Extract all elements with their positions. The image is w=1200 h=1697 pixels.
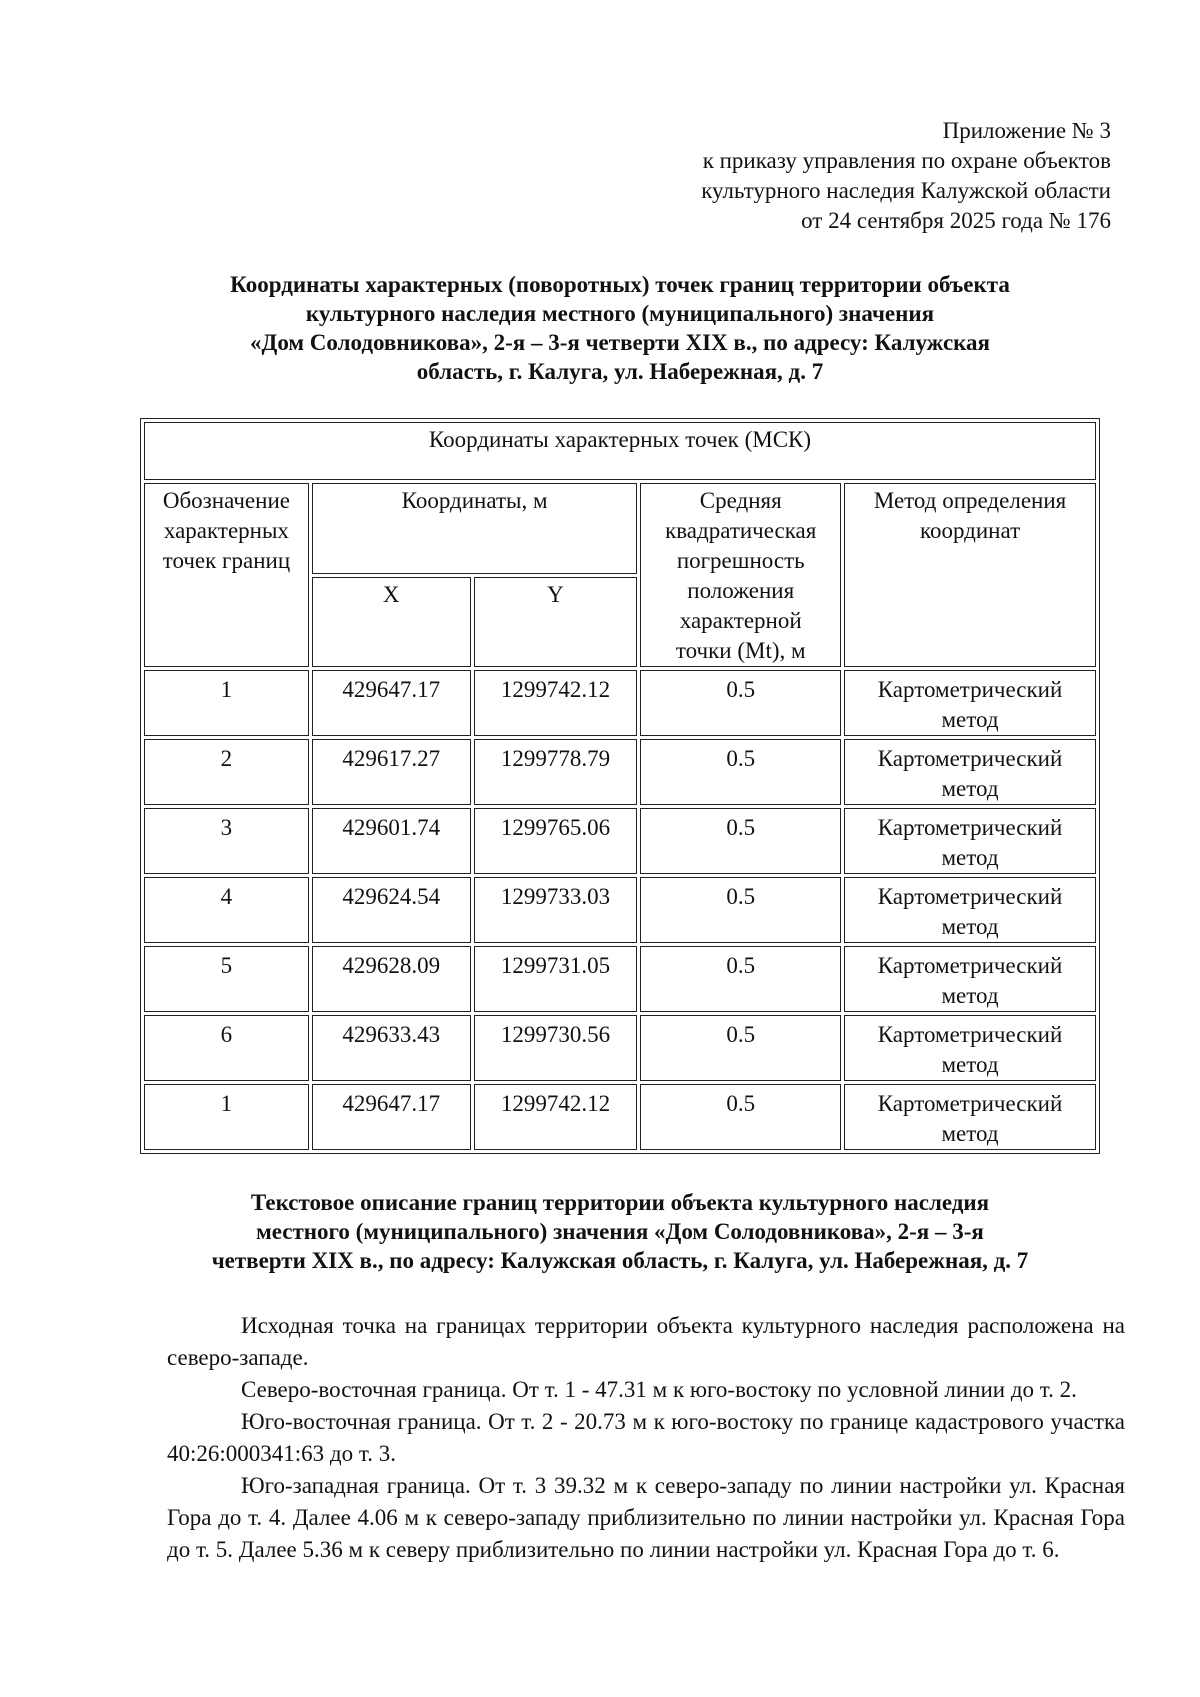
- cell-point: 4: [144, 877, 309, 943]
- cell-method: [844, 1084, 1096, 1150]
- appendix-order-ref: к приказу управления по охране объектов: [702, 148, 1111, 173]
- description-text: [167, 1310, 1125, 1566]
- heading-line: «Дом Солодовникова», 2-я – 3-я четверти XIX в., по адресу: Калужская: [250, 330, 990, 355]
- header-text: координат: [919, 518, 1021, 543]
- cell-mt: 0.5: [640, 739, 841, 805]
- heading-line: четверти XIX в., по адресу: Калужская область, г. Калуга, ул. Набережная, д. 7: [211, 1248, 1029, 1273]
- cell-y: 1299733.03: [474, 877, 638, 943]
- cell-mt: 0.5: [640, 808, 841, 874]
- cell-point: 1: [144, 1084, 309, 1150]
- header-text: Средняя: [699, 488, 782, 513]
- table-row: [144, 670, 1096, 736]
- appendix-number: Приложение № 3: [942, 118, 1111, 143]
- table-caption: Координаты характерных точек (МСК): [144, 422, 1096, 480]
- appendix-authority: культурного наследия Калужской области: [701, 178, 1111, 203]
- header-point-label: [144, 483, 309, 667]
- cell-method: [844, 670, 1096, 736]
- table-row: [144, 877, 1096, 943]
- appendix-date: от 24 сентября 2025 года № 176: [801, 208, 1111, 233]
- cell-point: 5: [144, 946, 309, 1012]
- method-text: Картометрический: [877, 677, 1063, 702]
- heading-line: Текстовое описание границ территории объекта культурного наследия: [250, 1190, 990, 1215]
- method-text: метод: [941, 845, 999, 870]
- header-text: квадратическая: [665, 518, 817, 543]
- table-row: [144, 1015, 1096, 1081]
- header-text: погрешность: [676, 548, 805, 573]
- header-text: Метод определения: [873, 488, 1067, 513]
- header-text: положения: [687, 578, 795, 603]
- method-text: Картометрический: [877, 1091, 1063, 1116]
- header-method: [844, 483, 1096, 667]
- description-heading: [140, 1188, 1100, 1275]
- cell-mt: 0.5: [640, 877, 841, 943]
- header-text: характерной: [679, 608, 802, 633]
- table-row: [144, 946, 1096, 1012]
- cell-y: 1299730.56: [474, 1015, 638, 1081]
- cell-method: [844, 739, 1096, 805]
- cell-x: 429628.09: [312, 946, 471, 1012]
- method-text: Картометрический: [877, 746, 1063, 771]
- header-text: точек границ: [162, 548, 291, 573]
- table-row: [144, 1084, 1096, 1150]
- cell-point: 2: [144, 739, 309, 805]
- method-text: метод: [941, 1052, 999, 1077]
- cell-x: 429601.74: [312, 808, 471, 874]
- heading-line: культурного наследия местного (муниципального) значения: [305, 301, 935, 326]
- coordinates-table: [140, 418, 1100, 1154]
- method-text: Картометрический: [877, 884, 1063, 909]
- cell-x: 429647.17: [312, 1084, 471, 1150]
- cell-x: 429647.17: [312, 670, 471, 736]
- method-text: метод: [941, 707, 999, 732]
- header-text: точки (Mt), м: [675, 638, 806, 663]
- cell-y: 1299778.79: [474, 739, 638, 805]
- method-text: Картометрический: [877, 953, 1063, 978]
- cell-point: 1: [144, 670, 309, 736]
- cell-mt: 0.5: [640, 946, 841, 1012]
- cell-method: [844, 808, 1096, 874]
- cell-x: 429633.43: [312, 1015, 471, 1081]
- coordinates-heading: [140, 270, 1100, 386]
- cell-mt: 0.5: [640, 1084, 841, 1150]
- cell-mt: 0.5: [640, 670, 841, 736]
- cell-method: [844, 877, 1096, 943]
- cell-point: 6: [144, 1015, 309, 1081]
- table-row: [144, 808, 1096, 874]
- method-text: метод: [941, 776, 999, 801]
- header-text: характерных: [163, 518, 289, 543]
- description-paragraph: Северо-восточная граница. От т. 1 - 47.31 м к юго-востоку по условной линии до т. 2.: [241, 1377, 1077, 1402]
- method-text: Картометрический: [877, 815, 1063, 840]
- description-paragraph: Исходная точка на границах территории объекта культурного наследия расположена на северо-западе.: [167, 1313, 1125, 1370]
- heading-line: местного (муниципального) значения «Дом Солодовникова», 2-я – 3-я: [256, 1219, 984, 1244]
- cell-y: 1299742.12: [474, 670, 638, 736]
- cell-method: [844, 946, 1096, 1012]
- cell-y: 1299742.12: [474, 1084, 638, 1150]
- cell-method: [844, 1015, 1096, 1081]
- cell-x: 429624.54: [312, 877, 471, 943]
- method-text: метод: [941, 983, 999, 1008]
- header-y: Y: [474, 577, 638, 668]
- header-x: X: [312, 577, 471, 668]
- table-row: [144, 739, 1096, 805]
- description-paragraph: Юго-западная граница. От т. 3 39.32 м к северо-западу по линии настройки ул. Красная Гора до т. 4. Далее 4.06 м к северо-западу приблизительно по линии настройки ул. Красная Гора до т. 5. Далее 5.36 м к северу приблизительно по линии настройки ул. Красная Гора до т. 6.: [167, 1473, 1125, 1562]
- header-error: [640, 483, 841, 667]
- cell-y: 1299731.05: [474, 946, 638, 1012]
- cell-x: 429617.27: [312, 739, 471, 805]
- header-coordinates: Координаты, м: [312, 483, 638, 574]
- header-text: Обозначение: [162, 488, 290, 513]
- method-text: метод: [941, 914, 999, 939]
- cell-y: 1299765.06: [474, 808, 638, 874]
- description-paragraph: Юго-восточная граница. От т. 2 - 20.73 м к юго-востоку по границе кадастрового участка 40:26:000341:63 до т. 3.: [167, 1409, 1125, 1466]
- cell-point: 3: [144, 808, 309, 874]
- cell-mt: 0.5: [640, 1015, 841, 1081]
- method-text: метод: [941, 1121, 999, 1146]
- heading-line: Координаты характерных (поворотных) точек границ территории объекта: [230, 272, 1010, 297]
- method-text: Картометрический: [877, 1022, 1063, 1047]
- appendix-block: [701, 116, 1111, 236]
- heading-line: область, г. Калуга, ул. Набережная, д. 7: [416, 359, 824, 384]
